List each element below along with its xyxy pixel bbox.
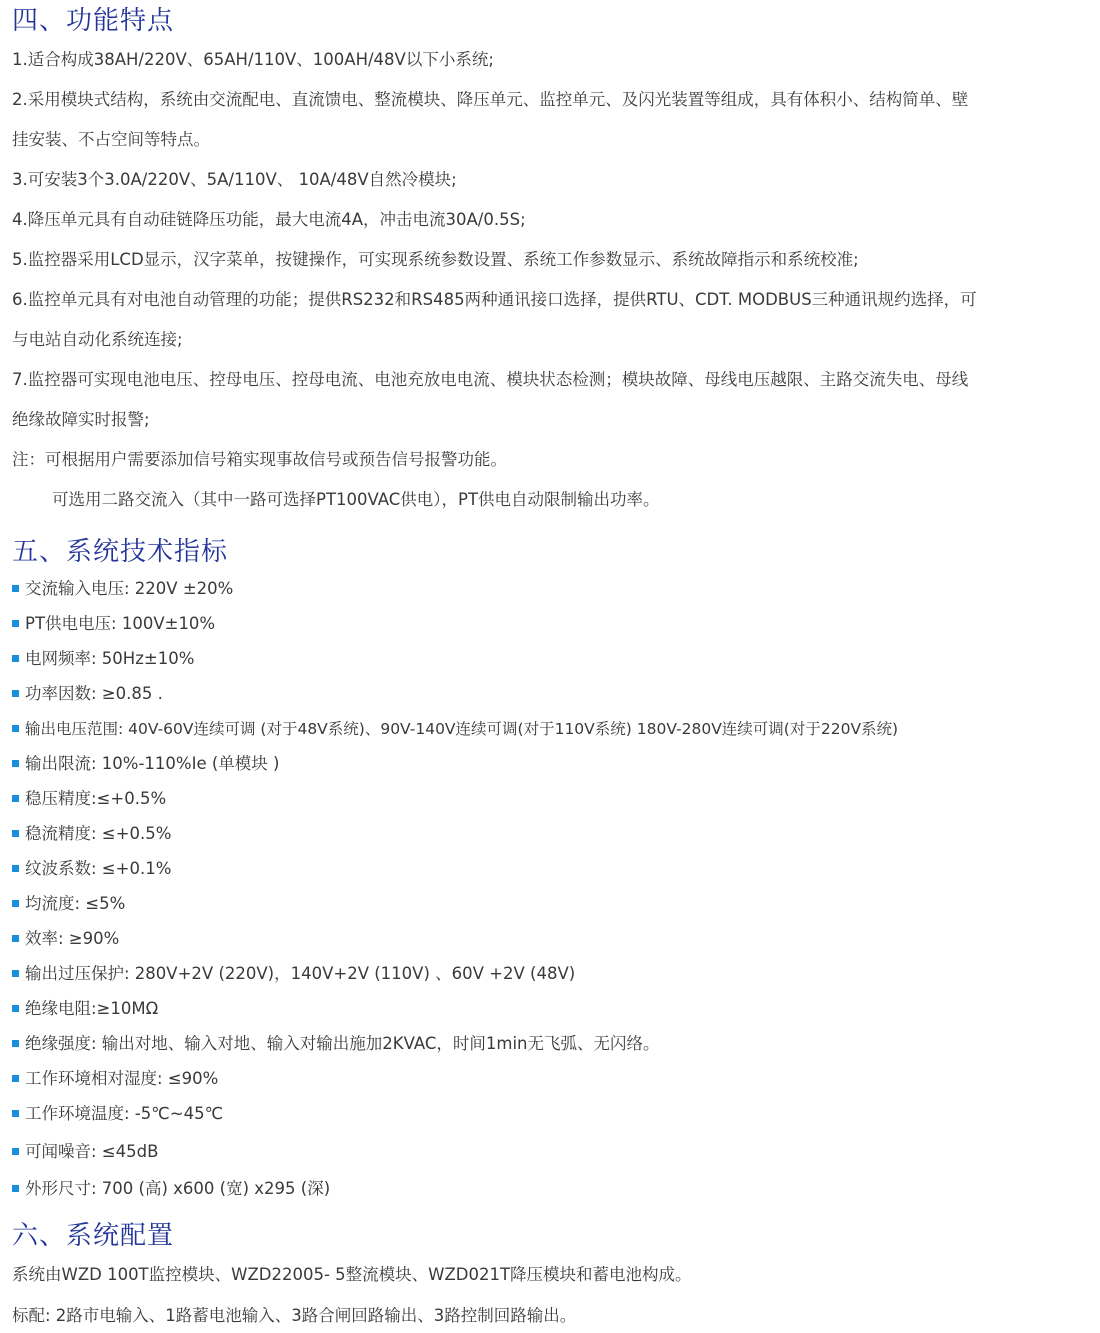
- spec-text: 效率: ≥90%: [25, 929, 120, 948]
- spec-text: PT供电电压: 100V±10%: [25, 614, 216, 633]
- spec-item: [12, 894, 125, 914]
- spec-item: [12, 719, 898, 739]
- spec-text: 稳压精度:≤+0.5%: [25, 789, 167, 808]
- bullet-square-icon: [12, 725, 19, 732]
- bullet-square-icon: [12, 690, 19, 697]
- feature-line: 2.采用模块式结构，系统由交流配电、直流馈电、整流模块、降压单元、监控单元、及闪光装置等组成，具有体积小、结构简单、壁: [12, 90, 969, 109]
- spec-item: [12, 1104, 223, 1124]
- spec-text: 稳流精度: ≤+0.5%: [25, 824, 172, 843]
- spec-text: 输出限流: 10%-110%Ie (单模块 ): [25, 754, 280, 773]
- spec-item: [12, 789, 166, 809]
- feature-line: 与电站自动化系统连接;: [12, 330, 183, 349]
- bullet-square-icon: [12, 830, 19, 837]
- feature-line: 5.监控器采用LCD显示，汉字菜单，按键操作，可实现系统参数设置、系统工作参数显示、系统故障指示和系统校准;: [12, 250, 859, 269]
- config-heading: 六、系统配置: [12, 1221, 175, 1251]
- features-heading: 四、功能特点: [12, 6, 175, 36]
- bullet-square-icon: [12, 970, 19, 977]
- feature-line: 挂安装、不占空间等特点。: [12, 130, 210, 149]
- bullet-square-icon: [12, 865, 19, 872]
- spec-item: [12, 1179, 330, 1199]
- spec-text: 可闻噪音: ≤45dB: [25, 1142, 159, 1161]
- spec-text: 均流度: ≤5%: [25, 894, 126, 913]
- feature-line: 4.降压单元具有自动硅链降压功能，最大电流4A，冲击电流30A/0.5S;: [12, 210, 526, 229]
- bullet-square-icon: [12, 900, 19, 907]
- spec-text: 电网频率: 50Hz±10%: [25, 649, 195, 668]
- spec-text: 输出电压范围: 40V-60V连续可调 (对于48V系统)、90V-140V连续可调(对于110V系统) 180V-280V连续可调(对于220V系统): [25, 720, 899, 738]
- feature-line: 7.监控器可实现电池电压、控母电压、控母电流、电池充放电电流、模块状态检测；模块故障、母线电压越限、主路交流失电、母线: [12, 370, 969, 389]
- feature-line: 绝缘故障实时报警;: [12, 410, 150, 429]
- spec-text: 外形尺寸: 700 (高) x600 (宽) x295 (深): [25, 1179, 331, 1198]
- bullet-square-icon: [12, 1075, 19, 1082]
- spec-item: [12, 929, 119, 949]
- spec-item: [12, 579, 233, 599]
- spec-item: [12, 1034, 660, 1054]
- spec-text: 纹波系数: ≤+0.1%: [25, 859, 172, 878]
- feature-line: 6.监控单元具有对电池自动管理的功能；提供RS232和RS485两种通讯接口选择，提供RTU、CDT. MODBUS三种通讯规约选择，可: [12, 290, 977, 309]
- spec-item: [12, 964, 575, 984]
- spec-item: [12, 999, 158, 1019]
- config-line: 标配: 2路市电输入、1路蓄电池输入、3路合闸回路输出、3路控制回路输出。: [12, 1306, 577, 1325]
- spec-item: [12, 649, 194, 669]
- spec-item: [12, 754, 280, 774]
- bullet-square-icon: [12, 620, 19, 627]
- spec-item: [12, 859, 171, 879]
- bullet-square-icon: [12, 760, 19, 767]
- feature-note: 可选用二路交流入（其中一路可选择PT100VAC供电），PT供电自动限制输出功率。: [52, 490, 660, 509]
- spec-text: 绝缘强度: 输出对地、输入对地、输入对输出施加2KVAC，时间1min无飞弧、无闪络。: [25, 1034, 660, 1053]
- spec-text: 交流输入电压: 220V ±20%: [25, 579, 234, 598]
- bullet-square-icon: [12, 655, 19, 662]
- spec-text: 功率因数: ≥0.85 .: [25, 684, 163, 703]
- spec-item: [12, 1069, 218, 1089]
- bullet-square-icon: [12, 1185, 19, 1192]
- bullet-square-icon: [12, 1110, 19, 1117]
- bullet-square-icon: [12, 1040, 19, 1047]
- config-line: 系统由WZD 100T监控模块、WZD22005- 5整流模块、WZD021T降压模块和蓄电池构成。: [12, 1265, 692, 1284]
- spec-text: 绝缘电阻:≥10MΩ: [25, 999, 159, 1018]
- spec-item: [12, 1142, 158, 1162]
- bullet-square-icon: [12, 585, 19, 592]
- spec-item: [12, 614, 215, 634]
- spec-text: 工作环境相对湿度: ≤90%: [25, 1069, 219, 1088]
- specs-heading: 五、系统技术指标: [12, 537, 229, 567]
- spec-item: [12, 684, 163, 704]
- bullet-square-icon: [12, 795, 19, 802]
- bullet-square-icon: [12, 935, 19, 942]
- feature-line: 1.适合构成38AH/220V、65AH/110V、100AH/48V以下小系统;: [12, 50, 494, 69]
- bullet-square-icon: [12, 1005, 19, 1012]
- feature-note: 注：可根据用户需要添加信号箱实现事故信号或预告信号报警功能。: [12, 450, 507, 469]
- bullet-square-icon: [12, 1148, 19, 1155]
- spec-text: 输出过压保护: 280V+2V (220V)，140V+2V (110V) 、60V +2V (48V): [25, 964, 576, 983]
- feature-line: 3.可安装3个3.0A/220V、5A/110V、 10A/48V自然冷模块;: [12, 170, 457, 189]
- spec-item: [12, 824, 171, 844]
- spec-text: 工作环境温度: -5℃~45℃: [25, 1104, 224, 1123]
